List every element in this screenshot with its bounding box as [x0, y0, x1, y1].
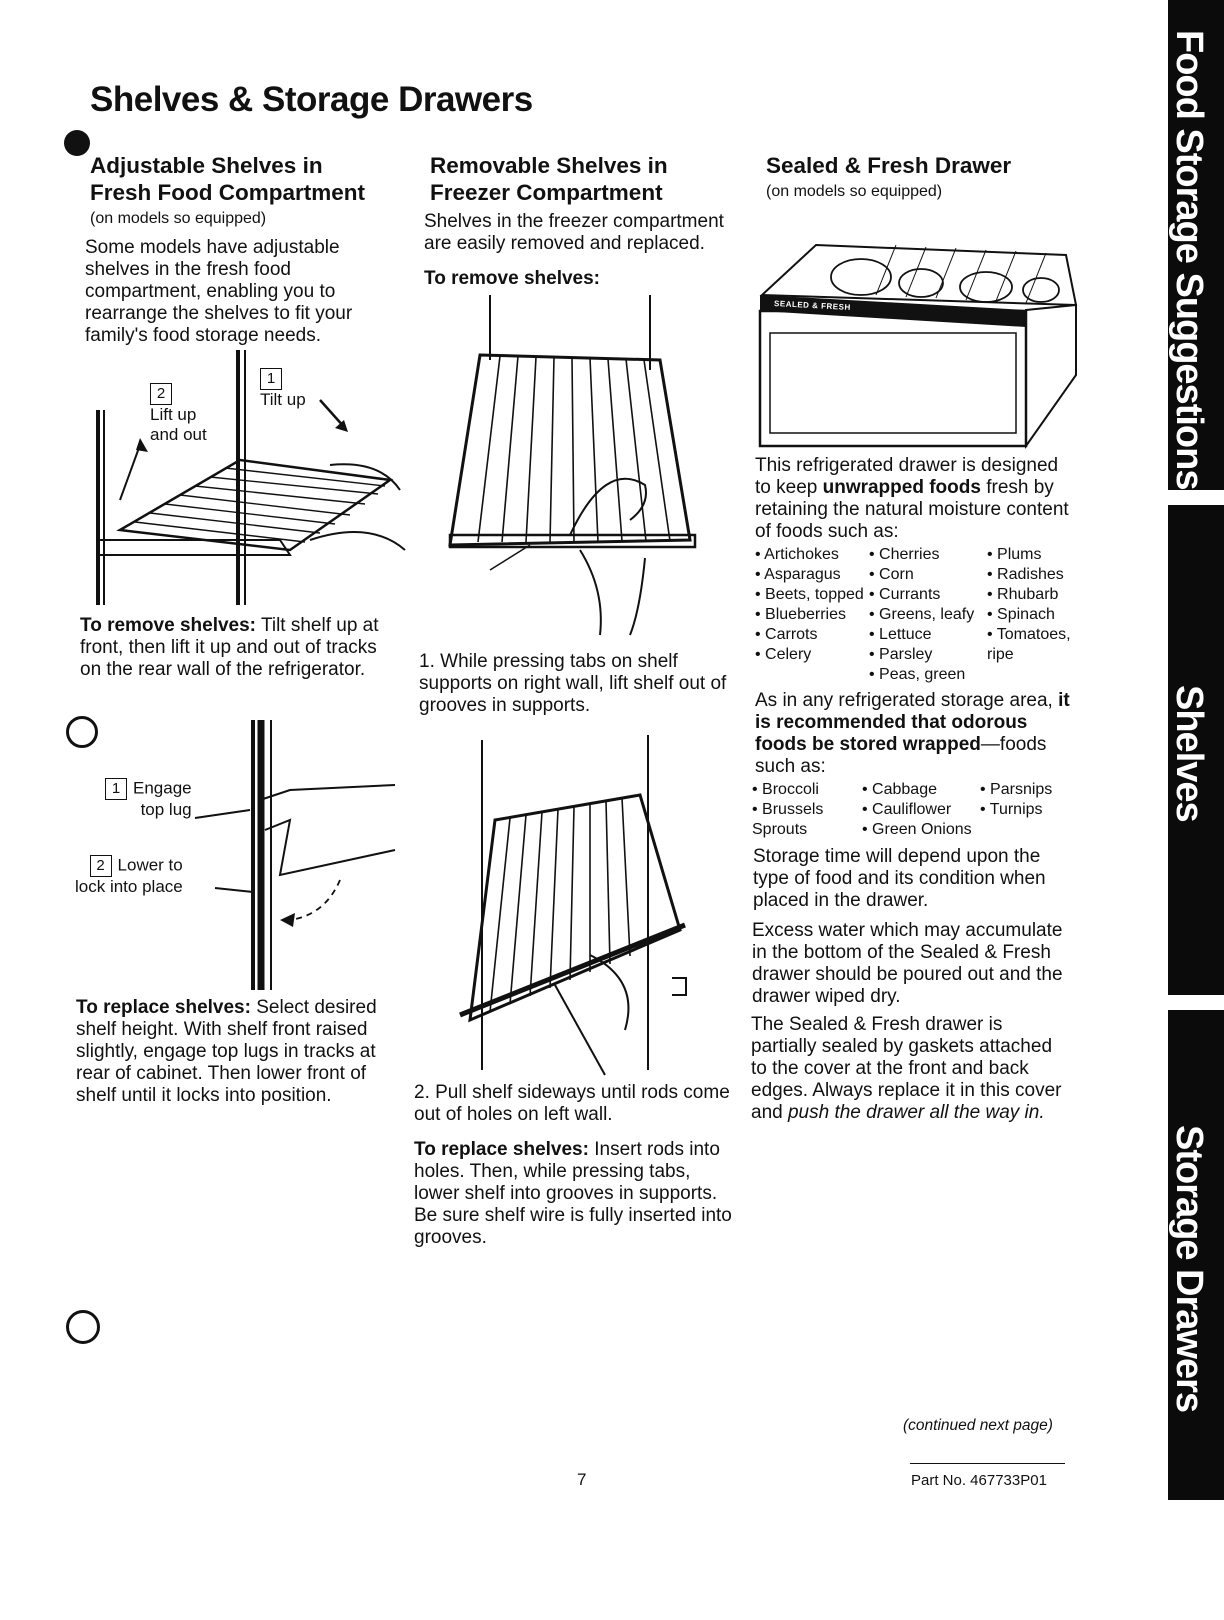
figure-freezer-shelf-pull: [440, 730, 720, 1075]
wrapped-food-list-item: Sprouts: [752, 821, 808, 838]
col2-replace-text: Insert rods into holes. Then, while pressing tabs, lower shelf into grooves in supports. Be sure shelf wire is fully inserted into grooves.: [414, 1139, 732, 1248]
col2-step1-text: While pressing tabs on shelf supports on right wall, lift shelf out of grooves in supports.: [419, 651, 727, 716]
figure-engage-lug: [75, 710, 405, 995]
col3-p1-a: This refrigerated drawer is designed to keep: [755, 455, 1059, 498]
col3-p1: [755, 455, 1075, 543]
col3-p2: [755, 690, 1075, 778]
col2-heading-block: [430, 152, 750, 206]
fig2-step1-line2: top lug: [140, 800, 192, 819]
col1-heading-line2: Fresh Food Compartment: [90, 180, 366, 205]
col3-p5-a: The Sealed & Fresh drawer is partially sealed by gaskets attached to the cover at the front and back edges. Always replace it in this cover and: [751, 1014, 1062, 1123]
food-list-item: • Parsley: [869, 646, 933, 663]
col3-p5: [751, 1014, 1071, 1124]
side-tab-food-storage-label: Food Storage Suggestions: [1168, 30, 1210, 490]
food-list-item: • Currants: [869, 586, 941, 603]
wrapped-food-list-item: • Cabbage: [862, 781, 937, 798]
col1-intro: Some models have adjustable shelves in the fresh food compartment, enabling you to rearrange the shelves to fit your family's food storage needs.: [85, 237, 353, 346]
footer-rule: [910, 1463, 1065, 1464]
food-list-item: • Plums: [987, 546, 1042, 563]
col3-p1-b: fresh by retaining the natural moisture content of foods such as:: [755, 477, 1069, 542]
col3-p4: Excess water which may accumulate in the bottom of the Sealed & Fresh drawer should be poured out and the drawer wiped dry.: [752, 920, 1063, 1007]
col1-remove-instructions: [80, 615, 400, 681]
col3-heading: Sealed & Fresh Drawer: [766, 153, 1012, 178]
col1-note: (on models so equipped): [90, 210, 267, 227]
fig1-step2-line1: Lift up: [150, 405, 197, 424]
col3-p5-italic: push the drawer all the way in.: [787, 1102, 1045, 1123]
wrapped-food-list-item: [980, 820, 1080, 840]
adjustable-shelf-illustration: [80, 350, 410, 620]
freezer-shelf-lift-illustration: [430, 290, 710, 640]
wrapped-food-list-item: • Brussels: [752, 801, 824, 818]
col1-heading-line1: Adjustable Shelves in: [90, 153, 323, 178]
fig2-step1-line1: Engage: [133, 778, 192, 798]
unwrapped-foods-list: [755, 545, 1085, 685]
food-list-item: ripe: [987, 646, 1014, 663]
col2-step2-number: 2.: [414, 1082, 430, 1103]
col2-step2-text: Pull shelf sideways until rods come out of holes on left wall.: [414, 1082, 730, 1125]
food-list-item: • Beets, topped: [755, 586, 864, 603]
fig2-step1-label: [105, 778, 192, 820]
col2-step2: [414, 1082, 734, 1126]
food-list-item: • Greens, leafy: [869, 606, 975, 623]
food-list-item: [987, 665, 1087, 685]
fig1-step2-line2: and out: [150, 425, 207, 444]
food-list-item: • Celery: [755, 646, 812, 663]
food-list-item: • Peas, green: [869, 666, 966, 683]
fig1-step2-label: [150, 383, 207, 445]
food-list-item: • Blueberries: [755, 606, 846, 623]
col2-step1-number: 1.: [419, 651, 435, 672]
food-list-item: • Corn: [869, 566, 914, 583]
wrapped-food-list-item: • Cauliflower: [862, 801, 952, 818]
col2-heading-line2: Freezer Compartment: [430, 180, 663, 205]
col2-step1: [419, 651, 739, 717]
part-number: Part No. 467733P01: [911, 1472, 1047, 1489]
food-list-item: • Tomatoes,: [987, 626, 1071, 643]
col1-replace-text: Select desired shelf height. With shelf front raised slightly, engage top lugs in tracks at rear of cabinet. Then lower front of shelf until it locks into position.: [76, 997, 377, 1106]
fig1-step1-text: Tilt up: [260, 390, 306, 409]
col2-replace-instructions: [414, 1139, 734, 1249]
col3-heading-block: [766, 152, 1096, 201]
fig2-step2-number: 2: [90, 855, 112, 877]
food-list-item: • Lettuce: [869, 626, 932, 643]
col1-remove-lead: To remove shelves:: [80, 615, 257, 636]
col1-replace-instructions: [76, 997, 396, 1107]
food-list-item: • Spinach: [987, 606, 1055, 623]
drawer-label: SEALED & FRESH: [773, 298, 851, 313]
fig1-step1-label: [260, 368, 306, 410]
col3-p3: Storage time will depend upon the type of food and its condition when placed in the drawer.: [753, 846, 1046, 911]
sealed-fresh-drawer-illustration: [756, 215, 1086, 450]
side-tab-storage-drawers: [1168, 1010, 1224, 1500]
col2-replace-lead: To replace shelves:: [414, 1139, 589, 1160]
wrapped-food-list-item: • Turnips: [980, 801, 1043, 818]
side-tab-storage-drawers-label: Storage Drawers: [1168, 1125, 1210, 1413]
page-number: 7: [577, 1470, 587, 1489]
side-tab-shelves: [1168, 505, 1224, 995]
col3-p1-bold: unwrapped foods: [822, 477, 981, 498]
food-list-item: • Artichokes: [755, 546, 839, 563]
figure-sealed-fresh-drawer: [756, 215, 1086, 450]
col1-heading-block: [90, 152, 420, 228]
fig2-step2-line2: lock into place: [75, 877, 183, 896]
side-tab-food-storage: [1168, 0, 1224, 490]
figure-adjustable-shelf: [80, 350, 410, 620]
fig2-step1-number: 1: [105, 778, 127, 800]
col3-p2-bold: it is recommended that odorous foods be stored wrapped: [755, 690, 1070, 755]
continued-note: (continued next page): [903, 1417, 1053, 1434]
food-list-item: • Cherries: [869, 546, 940, 563]
wrapped-foods-list: [752, 780, 1082, 840]
col2-intro: Shelves in the freezer compartment are easily removed and replaced.: [424, 211, 724, 254]
col1-replace-lead: To replace shelves:: [76, 997, 251, 1018]
engage-lug-illustration: [75, 710, 405, 995]
fig1-step1-number: 1: [260, 368, 282, 390]
food-list-item: • Asparagus: [755, 566, 841, 583]
hole-punch-mark: [64, 130, 90, 156]
figure-freezer-shelf-lift: [430, 290, 710, 640]
col1-remove-text: Tilt shelf up at front, then lift it up and out of tracks on the rear wall of the refrigerator.: [80, 615, 379, 680]
fig2-step2-label: [75, 855, 183, 897]
col3-note: (on models so equipped): [766, 183, 943, 200]
food-list-item: [755, 665, 863, 685]
wrapped-food-list-item: • Broccoli: [752, 781, 819, 798]
hole-punch-mark-3: [66, 1310, 100, 1344]
col3-p2-a: As in any refrigerated storage area,: [755, 690, 1059, 711]
col2-remove-heading: To remove shelves:: [424, 268, 601, 289]
fig1-step2-number: 2: [150, 383, 172, 405]
page-title: Shelves & Storage Drawers: [90, 80, 533, 119]
col2-heading-line1: Removable Shelves in: [430, 153, 668, 178]
fig2-step2-line1: Lower to: [117, 855, 183, 875]
food-list-item: • Radishes: [987, 566, 1064, 583]
side-tab-shelves-label: Shelves: [1168, 685, 1210, 822]
food-list-item: • Rhubarb: [987, 586, 1059, 603]
wrapped-food-list-item: • Parsnips: [980, 781, 1053, 798]
freezer-shelf-pull-illustration: [440, 730, 720, 1075]
wrapped-food-list-item: • Green Onions: [862, 821, 972, 838]
food-list-item: • Carrots: [755, 626, 818, 643]
col3-p2-b: —foods such as:: [755, 734, 1047, 777]
